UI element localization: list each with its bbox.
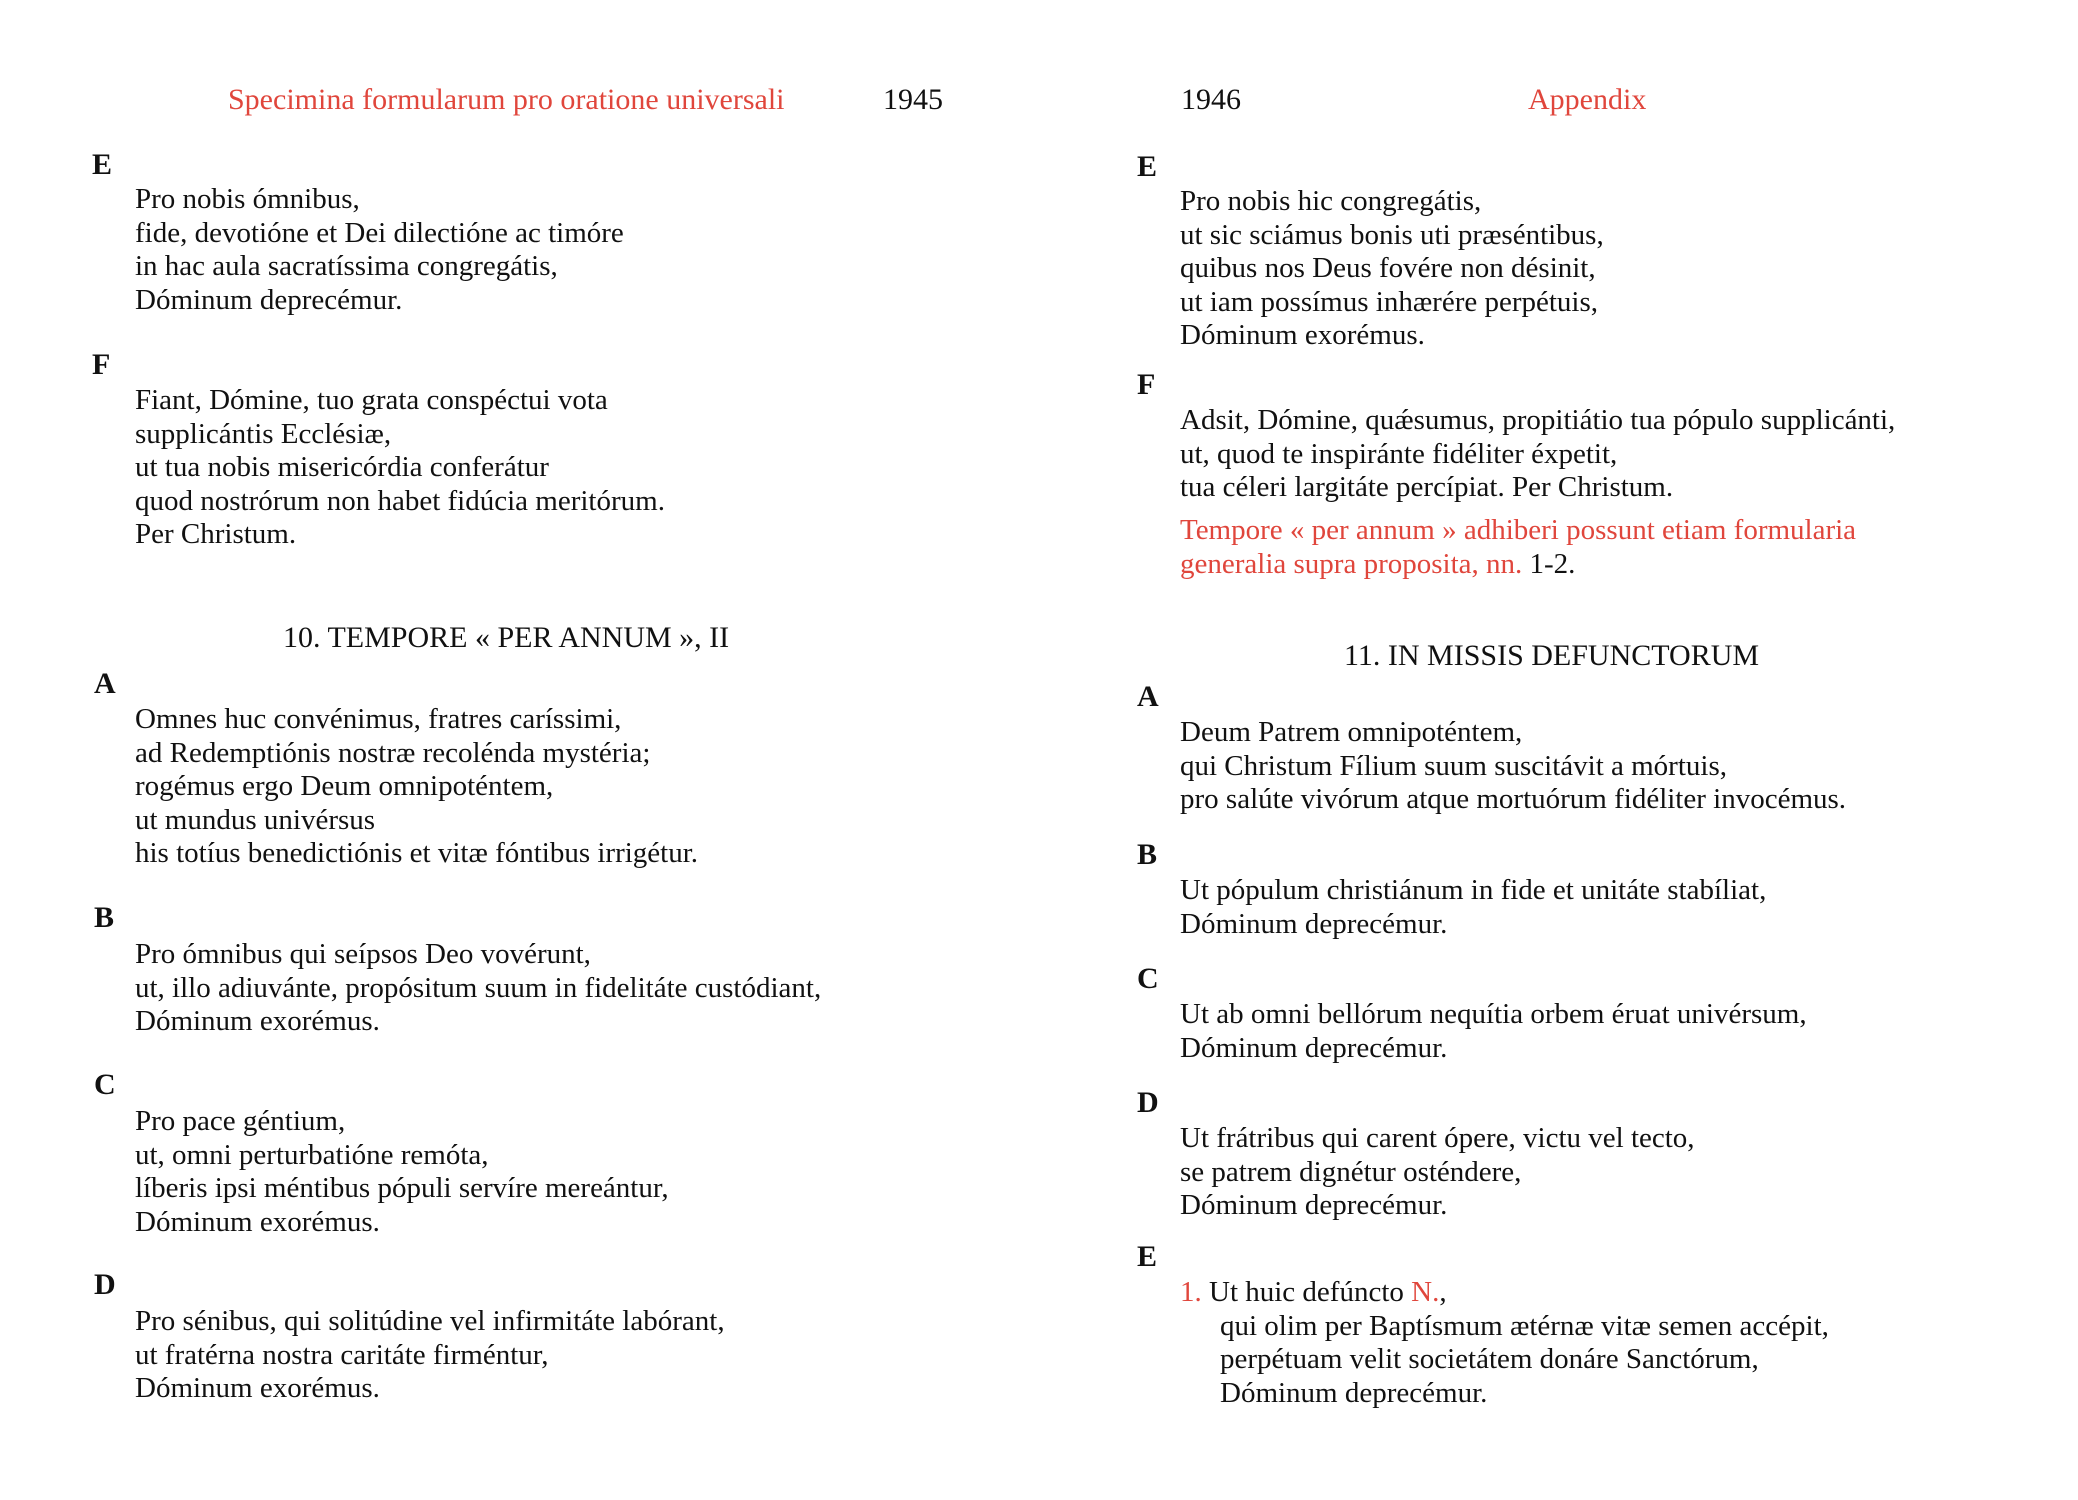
prayer-line: Ut pópulum christiánum in fide et unitáte stabíliat, — [1180, 874, 1767, 906]
prayer-line: ad Redemptiónis nostræ recolénda mystéria; — [135, 736, 651, 769]
prayer-line: ut sic sciámus bonis uti præséntibus, — [1180, 218, 1604, 251]
running-title: Appendix — [1528, 83, 1647, 116]
prayer-text: Ut huic defúncto — [1201, 1276, 1412, 1308]
section-letter: B — [94, 901, 115, 934]
running-title: Specimina formularum pro oratione universali — [228, 83, 785, 116]
prayer-text: , — [1439, 1276, 1447, 1308]
prayer-line: Dóminum deprecémur. — [1220, 1376, 1488, 1409]
section-letter: C — [94, 1068, 116, 1101]
prayer-line: Adsit, Dómine, quǽsumus, propitiátio tua pópulo supplicánti, — [1180, 404, 1896, 436]
prayer-block-a — [135, 703, 698, 871]
prayer-line: Pro nobis ómnibus, — [135, 183, 360, 215]
prayer-line: ut tua nobis misericórdia conferátur — [135, 451, 549, 483]
prayer-line: qui olim per Baptísmum ætérnæ vitæ semen accépit, — [1220, 1309, 1829, 1342]
item-number: 1. — [1180, 1276, 1202, 1308]
prayer-line: Ut ab omni bellórum nequítia orbem éruat univérsum, — [1180, 998, 1807, 1030]
page-number: 1946 — [1181, 83, 1241, 116]
section-letter: A — [94, 667, 116, 700]
section-letter: F — [1137, 368, 1156, 401]
right-page — [1039, 0, 2078, 1500]
prayer-line: Dóminum exorémus. — [135, 1005, 380, 1037]
rubric-line: Tempore « per annum » adhiberi possunt etiam formularia — [1180, 514, 1857, 546]
prayer-block-f — [135, 384, 665, 552]
section-letter: E — [92, 148, 113, 181]
prayer-line: qui Christum Fílium suum suscitávit a mórtuis, — [1180, 749, 1727, 782]
prayer-block-c — [135, 1105, 669, 1239]
prayer-block-c — [1180, 998, 1807, 1065]
prayer-block-e — [135, 183, 624, 317]
prayer-line: rogémus ergo Deum omnipoténtem, — [135, 770, 554, 802]
page-number: 1945 — [883, 83, 943, 116]
section-title: 11. IN MISSIS DEFUNCTORUM — [1344, 639, 1760, 672]
prayer-block-b — [135, 938, 821, 1039]
prayer-line: Dóminum deprecémur. — [1180, 907, 1448, 940]
prayer-line: Omnes huc convénimus, fratres caríssimi, — [135, 703, 622, 735]
prayer-line: ut, omni perturbatióne remóta, — [135, 1138, 489, 1171]
section-letter: C — [1137, 962, 1159, 995]
prayer-line: Dóminum exorémus. — [135, 1205, 380, 1238]
prayer-line: se patrem dignétur osténdere, — [1180, 1155, 1522, 1188]
prayer-line: Dóminum exorémus. — [135, 1372, 380, 1404]
rubric-reference: 1-2. — [1522, 547, 1576, 580]
prayer-line: his totíus benedictiónis et vitæ fóntibus irrigétur. — [135, 837, 699, 869]
prayer-block-d — [135, 1305, 725, 1406]
prayer-line: líberis ipsi méntibus pópuli servíre mereántur, — [135, 1172, 669, 1204]
section-letter: B — [1137, 838, 1158, 871]
prayer-line: supplicántis Ecclésiæ, — [135, 417, 392, 450]
section-title: 10. TEMPORE « PER ANNUM », II — [283, 621, 730, 654]
section-letter: E — [1137, 150, 1158, 183]
rubric-line — [1180, 548, 1856, 582]
prayer-line: perpétuam velit societátem donáre Sanctórum, — [1220, 1343, 1759, 1375]
prayer-line: ut iam possímus inhærére perpétuis, — [1180, 285, 1599, 318]
section-letter: E — [1137, 1240, 1158, 1273]
prayer-line: ut fratérna nostra caritáte firméntur, — [135, 1338, 549, 1371]
section-letter: F — [92, 348, 111, 381]
prayer-line: Dóminum deprecémur. — [1180, 1189, 1448, 1221]
prayer-line: Ut frátribus qui carent ópere, victu vel tecto, — [1180, 1122, 1695, 1154]
prayer-line: Pro ómnibus qui seípsos Deo vovérunt, — [135, 938, 591, 970]
prayer-block-e-defunct — [1180, 1276, 1829, 1410]
prayer-line: Dóminum deprecémur. — [135, 283, 403, 316]
prayer-line: Pro nobis hic congregátis, — [1180, 185, 1482, 217]
prayer-line: in hac aula sacratíssima congregátis, — [135, 250, 558, 282]
prayer-block-e — [1180, 185, 1604, 353]
rubric-red-text: generalia supra proposita, nn. — [1180, 547, 1523, 580]
prayer-line: Pro pace géntium, — [135, 1105, 346, 1137]
prayer-line: quibus nos Deus fovére non désinit, — [1180, 252, 1596, 284]
section-letter: D — [94, 1268, 116, 1301]
prayer-line: pro salúte vivórum atque mortuórum fidéliter invocémus. — [1180, 783, 1847, 815]
prayer-line: Dóminum exorémus. — [1180, 319, 1425, 351]
prayer-line: Deum Patrem omnipoténtem, — [1180, 716, 1523, 748]
prayer-block-f — [1180, 404, 1895, 505]
prayer-line: ut mundus univérsus — [135, 803, 376, 836]
prayer-line: Fiant, Dómine, tuo grata conspéctui vota — [135, 384, 608, 416]
prayer-line: fide, devotióne et Dei dilectióne ac timóre — [135, 216, 624, 249]
rubric — [1180, 514, 1856, 581]
prayer-line: Pro sénibus, qui solitúdine vel infirmitáte labórant, — [135, 1305, 725, 1337]
prayer-first-line — [1180, 1276, 1829, 1310]
section-letter: A — [1137, 680, 1159, 713]
prayer-line: quod nostrórum non habet fidúcia meritórum. — [135, 484, 665, 517]
prayer-block-d — [1180, 1122, 1695, 1223]
prayer-block-a — [1180, 716, 1846, 817]
prayer-block-b — [1180, 874, 1766, 941]
prayer-line: ut, illo adiuvánte, propósitum suum in fidelitáte custódiant, — [135, 971, 822, 1004]
prayer-line: Per Christum. — [135, 518, 297, 550]
prayer-line: tua céleri largitáte percípiat. Per Christum. — [1180, 471, 1674, 503]
prayer-line: ut, quod te inspiránte fidéliter éxpetit, — [1180, 437, 1618, 470]
prayer-line: Dóminum deprecémur. — [1180, 1031, 1448, 1064]
section-letter: D — [1137, 1086, 1159, 1119]
name-placeholder: N. — [1411, 1276, 1440, 1308]
